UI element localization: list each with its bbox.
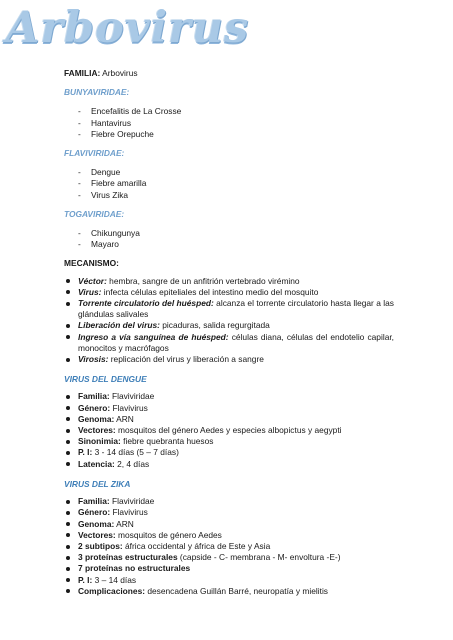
item-term: 3 proteínas estructurales [78,552,178,563]
item-text: áfrica occidental y áfrica de Este y Asia [122,540,271,551]
item-text: 3 - 14 días (5 – 7 días) [92,447,179,458]
familia-line [64,68,394,79]
item-text: 3 – 14 días [92,574,137,585]
page-title: Arbovirus [6,3,250,53]
dengue-list [64,391,394,469]
item-term: Véctor: [78,275,107,286]
item-text: Flavivirus [110,402,148,413]
list-item [64,436,394,447]
list-item: - Fiebre Orepuche [64,129,394,140]
item-term: Vectores: [78,425,116,436]
item-text: (capside - C- membrana - M- envoltura -E-) [177,552,341,563]
list-item [64,414,394,425]
list-item [64,332,394,354]
item-text: 2, 4 días [114,458,150,469]
item-text: picaduras, salida regurgitada [159,320,270,331]
item-term: Virus: [78,286,102,297]
item-term: Ingreso a vía sanguínea de huésped: [78,331,229,342]
group-heading: FLAVIVIRIDAE: [64,148,125,159]
item-term: Género: [78,507,111,518]
item-term: Familia: [78,391,110,402]
item-term: Virosis: [78,354,109,365]
list-item: - Mayaro [64,239,394,250]
item-term: P. I: [78,447,93,458]
list-item [64,575,394,586]
list-item: - Encefalitis de La Crosse [64,106,394,117]
zika-heading: VIRUS DEL ZIKA [64,478,131,489]
item-text: Flaviviridae [109,496,155,507]
group-list [64,106,394,140]
group-heading: TOGAVIRIDAE: [64,208,125,219]
group-list [64,228,394,250]
list-item [64,447,394,458]
list-item: - Virus Zika [64,190,394,201]
item-text: Flaviviridae [109,391,155,402]
item-term: Vectores: [78,529,116,540]
item-term: Complicaciones: [78,585,146,596]
list-item [64,552,394,563]
mecanismo-list [64,276,394,366]
mecanismo-heading: MECANISMO: [64,258,119,269]
item-term: Torrente circulatorio del huésped: [78,298,214,309]
item-text: fiebre quebranta huesos [120,436,214,447]
item-text: replicación del virus y liberación a sangre [108,354,264,365]
item-term: 2 subtipos: [78,540,123,551]
zika-list [64,496,394,597]
item-term: Liberación del virus: [78,320,160,331]
item-term: 7 proteínas no estructurales [78,563,191,574]
item-text: hembra, sangre de un anfitrión vertebrado virémino [106,275,300,286]
list-item: - Fiebre amarilla [64,178,394,189]
list-item [64,519,394,530]
group-heading: BUNYAVIRIDAE: [64,87,130,98]
list-item [64,459,394,470]
item-term: P. I: [78,574,93,585]
item-text: mosquitos de género Aedes [115,529,222,540]
dengue-heading: VIRUS DEL DENGUE [64,374,147,385]
item-term: Sinonimia: [78,436,121,447]
list-item [64,391,394,402]
list-item: - Chikungunya [64,228,394,239]
item-term: Latencia: [78,458,115,469]
list-item [64,354,394,365]
list-item: - Hantavirus [64,118,394,129]
group-list [64,167,394,201]
item-term: Genoma: [78,518,115,529]
list-item [64,541,394,552]
list-item [64,586,394,597]
item-term: Género: [78,402,111,413]
item-term: Familia: [78,496,110,507]
item-term: Genoma: [78,413,115,424]
list-item [64,425,394,436]
item-text: células diana, células del endotelio capilar, monocitos y macrófagos [78,331,394,353]
document-body [64,68,394,606]
item-text: infecta células epiteliales del intestino medio del mosquito [101,286,319,297]
list-item [64,287,394,298]
item-text: ARN [114,413,134,424]
item-text: mosquitos del género Aedes y especies albopictus y aegypti [115,425,342,436]
list-item [64,563,394,574]
familia-label: FAMILIA: [64,68,101,78]
item-text: Flavivirus [110,507,148,518]
list-item [64,507,394,518]
item-text: desencadena Guillán Barré, neuropatía y mielitis [145,585,328,596]
list-item [64,298,394,320]
list-item [64,320,394,331]
list-item [64,496,394,507]
familia-value: Arbovirus [100,68,138,78]
item-text: ARN [114,518,134,529]
list-item [64,403,394,414]
item-text: alcanza el torrente circulatorio hasta llegar a las glándulas salivales [78,298,394,320]
list-item: - Dengue [64,167,394,178]
list-item [64,276,394,287]
list-item [64,530,394,541]
